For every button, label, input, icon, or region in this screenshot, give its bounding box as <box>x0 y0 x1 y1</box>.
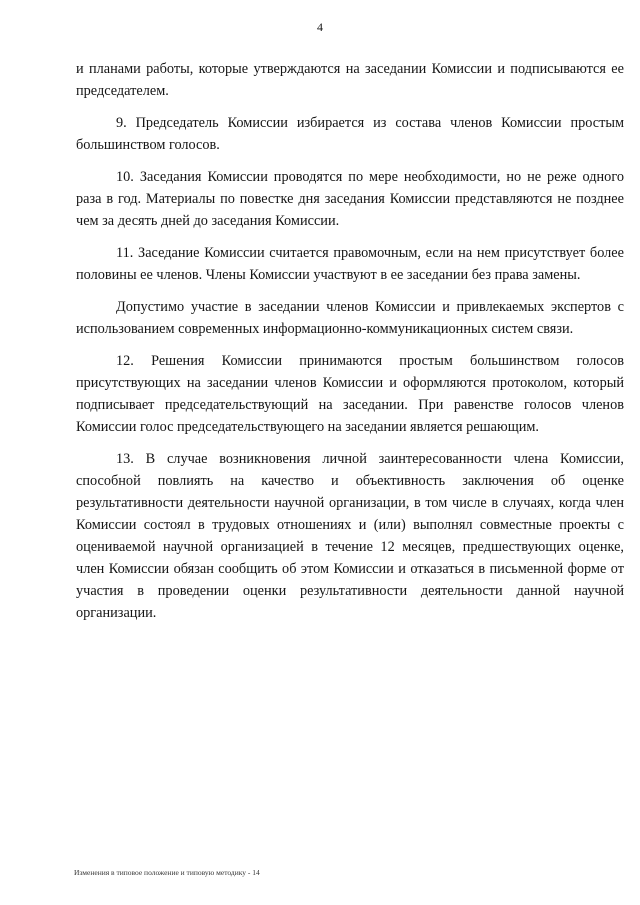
paragraph-item-10: 10. Заседания Комиссии проводятся по мере необходимости, но не реже одного раза в год. Материалы по повестке дня заседания Комиссии представляются не позднее чем за десять дней до заседания Комиссии. <box>76 169 624 229</box>
paragraph-continuation: и планами работы, которые утверждаются на заседании Комиссии и подписываются ее председателем. <box>76 61 624 99</box>
paragraph-item-13: 13. В случае возникновения личной заинтересованности члена Комиссии, способной повлиять на качество и объективность заключения об оценке результативности деятельности научной организации, в том числе в случаях, когда член Комиссии состоял в трудовых отношениях и (или) выполнял совместные проекты с оцениваемой научной организацией в течение 12 месяцев, предшествующих оценке, член Комиссии обязан сообщить об этом Комиссии и отказаться в письменной форме от участия в проведении оценки результативности деятельности данной научной организации. <box>76 451 624 621</box>
page-footer: Изменения в типовое положение и типовую методику - 14 <box>74 868 260 877</box>
paragraph-item-9: 9. Председатель Комиссии избирается из состава членов Комиссии простым большинством голосов. <box>76 115 624 153</box>
paragraph-item-12: 12. Решения Комиссии принимаются простым большинством голосов присутствующих на заседании членов Комиссии и оформляются протоколом, который подписывает председательствующий на заседании. При равенстве голосов членов Комиссии голос председательствующего на заседании является решающим. <box>76 353 624 435</box>
document-body <box>76 58 624 634</box>
paragraph-item-11: 11. Заседание Комиссии считается правомочным, если на нем присутствует более половины ее членов. Члены Комиссии участвуют в ее заседании без права замены. <box>76 245 624 283</box>
paragraph-item-11-addendum: Допустимо участие в заседании членов Комиссии и привлекаемых экспертов с использованием современных информационно-коммуникационных систем связи. <box>76 299 624 337</box>
page-number: 4 <box>317 20 323 34</box>
